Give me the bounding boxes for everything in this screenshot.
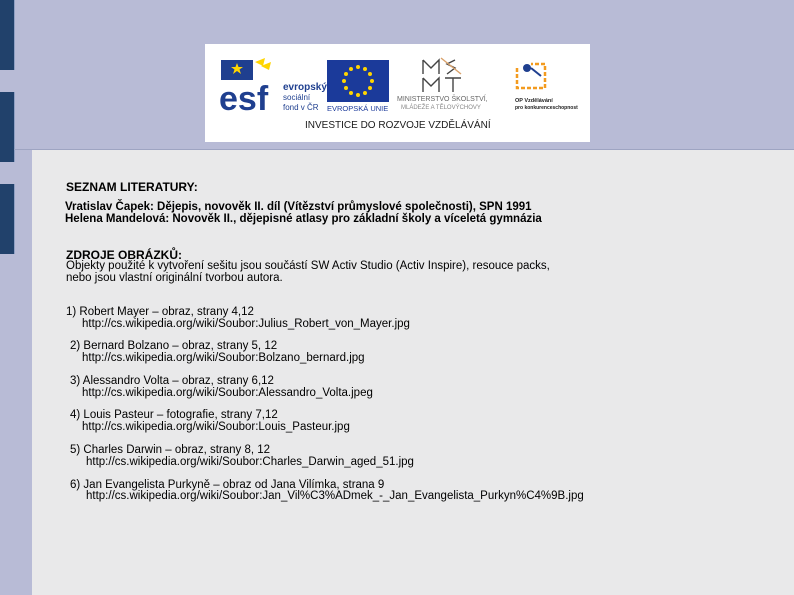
op-line-1: OP Vzdělávání [515, 98, 553, 104]
image-source-title: 4) Louis Pasteur – fotografie, strany 7,12 [70, 409, 278, 421]
logo-banner [205, 44, 590, 142]
literature-item: Vratislav Čapek: Dějepis, novověk II. díl (Vítězství průmyslové společnosti), SPN 1991 [65, 201, 532, 213]
image-source-title: 6) Jan Evangelista Purkyně – obraz od Jana Vilímka, strana 9 [70, 479, 385, 491]
bar-segment [0, 184, 15, 254]
image-source-url[interactable]: http://cs.wikipedia.org/wiki/Soubor:Louis_Pasteur.jpg [82, 421, 350, 433]
literature-item: Helena Mandelová: Novověk II., dějepisné atlasy pro základní školy a víceletá gymnázia [65, 213, 542, 225]
images-intro-line-1: Objekty použité k vytvoření sešitu jsou součástí SW Activ Studio (Activ Inspire), resouce packs, [66, 260, 550, 272]
left-decorative-bar [0, 0, 14, 595]
esf-logo-mark [219, 56, 279, 114]
image-source-url[interactable]: http://cs.wikipedia.org/wiki/Soubor:Bolzano_bernard.jpg [82, 352, 365, 364]
image-source-title: 1) Robert Mayer – obraz, strany 4,12 [66, 306, 254, 318]
image-source-title: 2) Bernard Bolzano – obraz, strany 5, 12 [70, 340, 278, 352]
image-source-url[interactable]: http://cs.wikipedia.org/wiki/Soubor:Charles_Darwin_aged_51.jpg [86, 456, 414, 468]
eu-logo [327, 60, 393, 116]
op-line-2: pro konkurenceschopnost [515, 105, 578, 111]
esf-text-line-2: sociální [283, 93, 311, 102]
image-source-url[interactable]: http://cs.wikipedia.org/wiki/Soubor:Jan_Vil%C3%ADmek_-_Jan_Evangelista_Purkyn%C4%9B.jpg [86, 490, 584, 502]
eu-flag-icon [327, 60, 389, 102]
msmt-line-1: MINISTERSTVO ŠKOLSTVÍ, [397, 96, 488, 103]
image-source-url[interactable]: http://cs.wikipedia.org/wiki/Soubor:Julius_Robert_von_Mayer.jpg [82, 318, 410, 330]
literature-heading: SEZNAM LITERATURY: [66, 180, 198, 194]
image-source-url[interactable]: http://cs.wikipedia.org/wiki/Soubor:Alessandro_Volta.jpeg [82, 387, 373, 399]
msmt-logo-mark [417, 56, 477, 94]
images-intro-line-2: nebo jsou vlastní originální tvorbou autora. [66, 272, 283, 284]
svg-text:esf: esf [219, 80, 269, 114]
bar-segment [0, 0, 15, 70]
image-source-title: 5) Charles Darwin – obraz, strany 8, 12 [70, 444, 271, 456]
eu-label: EVROPSKÁ UNIE [327, 104, 389, 113]
images-heading: ZDROJE OBRÁZKŮ: [66, 248, 182, 262]
bar-segment [0, 92, 15, 162]
op-logo-mark [513, 58, 553, 92]
esf-logo [219, 56, 339, 116]
esf-text-line-1: evropský [283, 82, 327, 93]
msmt-logo [397, 56, 501, 116]
msmt-line-2: MLÁDEŽE A TĚLOVÝCHOVY [401, 105, 481, 111]
investice-text: INVESTICE DO ROZVOJE VZDĚLÁVÁNÍ [305, 120, 491, 131]
image-source-title: 3) Alessandro Volta – obraz, strany 6,12 [70, 375, 274, 387]
esf-text-line-3: fond v ČR [283, 103, 319, 112]
op-logo [505, 58, 585, 118]
